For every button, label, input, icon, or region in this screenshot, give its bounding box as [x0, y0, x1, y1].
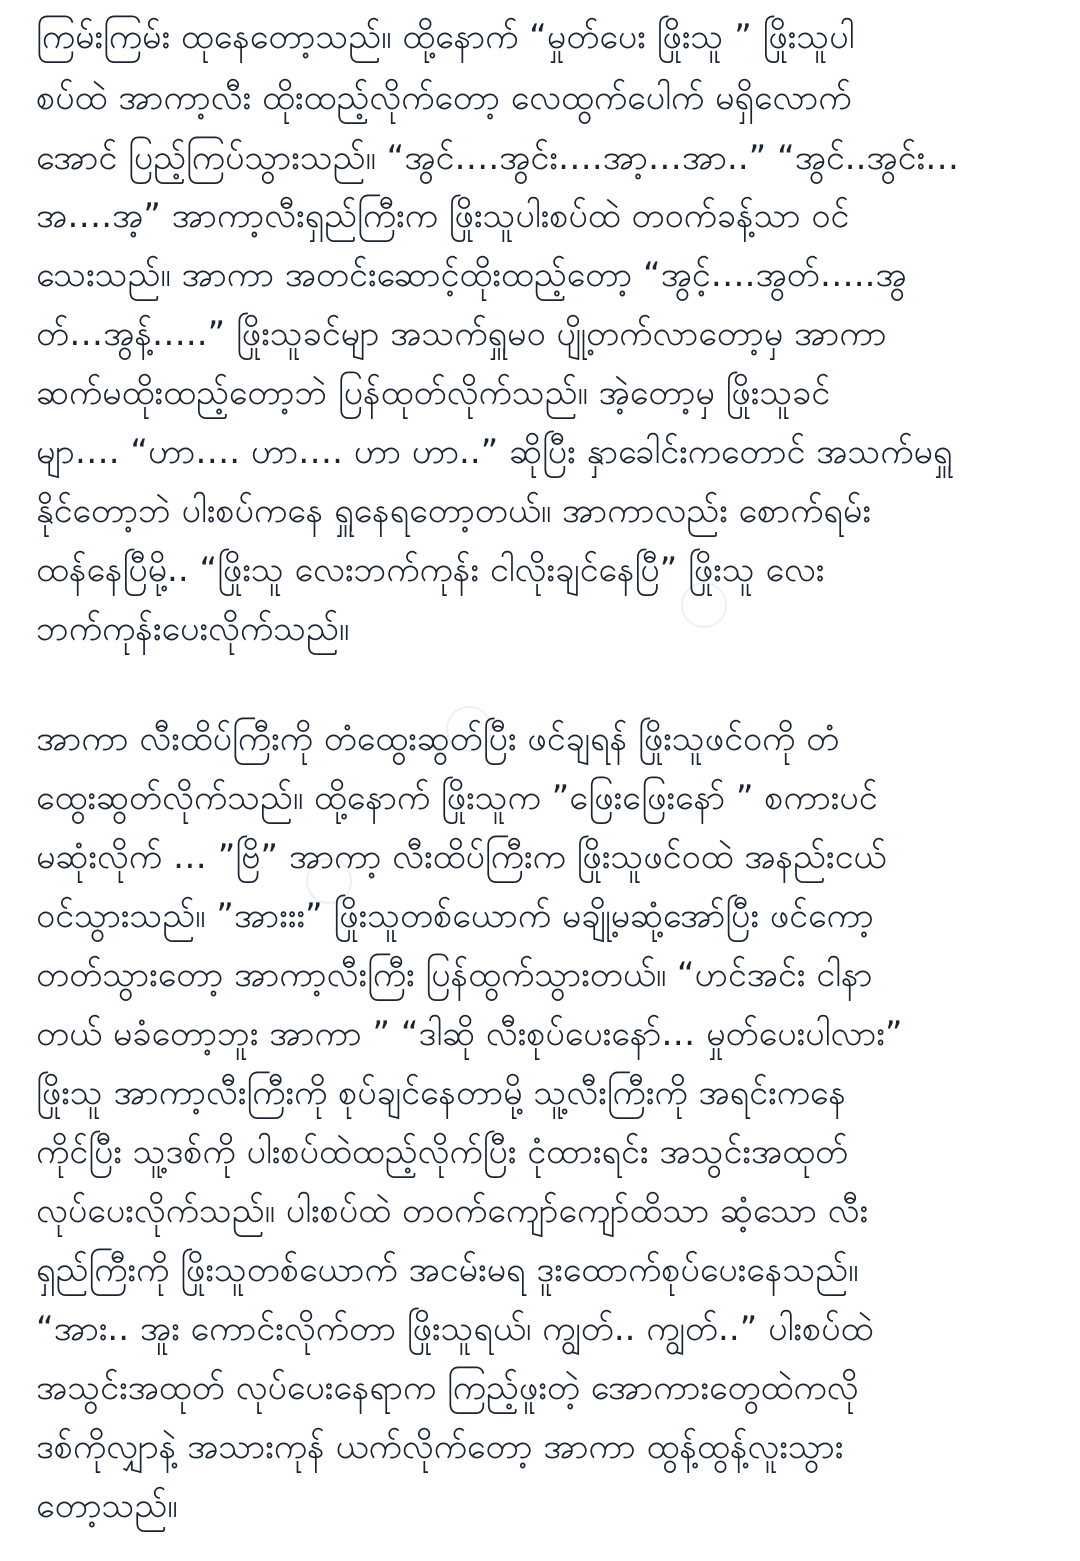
text-line: တော့သည်။ [36, 1486, 178, 1526]
text-line: အာကာ လီးထိပ်ကြီးကို တံထွေးဆွတ်ပြီး ဖင်ချရန် ဖြိုးသူဖင်ဝကို တံ [36, 719, 840, 759]
text-line: ဒစ်ကိုလျှာနဲ့ အသားကုန် ယက်လိုက်တော့ အာကာ ထွန့်ထွန့်လူးသွား [36, 1427, 844, 1467]
text-line: ထွေးဆွတ်လိုက်သည်။ ထို့နောက် ဖြိုးသူက ”ဖြေးဖြေးနော် ” စကားပင် [36, 778, 878, 818]
text-line: တတ်သွားတော့ အာကာ့လီးကြီး ပြန်ထွက်သွားတယ်။ “ဟင်အင်း ငါနာ [36, 955, 873, 995]
text-line: လုပ်ပေးလိုက်သည်။ ပါးစပ်ထဲ တဝက်ကျော်ကျော်ထိသာ ဆံ့သော လီး [36, 1191, 869, 1231]
text-line: တ်…အွန့်…..” ဖြိုးသူခင်မျာ အသက်ရှူမဝ ပျို့တက်လာတော့မှ အာကာ [36, 314, 887, 354]
text-line: အောင် ပြည့်ကြပ်သွားသည်။ “အွင်….အွင်း….အာ့…အာ..” “အွင်..အွင်း… [36, 138, 960, 178]
touch-indicator [681, 582, 727, 628]
text-line: အသွင်းအထုတ် လုပ်ပေးနေရာက ကြည့်ဖူးတဲ့ အောကားတွေထဲကလို [36, 1368, 859, 1408]
text-line: နိုင်တော့ဘဲ ပါးစပ်ကနေ ရှူနေရတော့တယ်။ အာကာလည်း စောက်ရမ်း [36, 491, 871, 531]
text-line: မဆုံးလိုက် … ”ဗြိ” အာကာ့ လီးထိပ်ကြီးက ဖြိုးသူဖင်ဝထဲ အနည်းငယ် [36, 837, 887, 877]
text-line: ဘက်ကုန်းပေးလိုက်သည်။ [36, 609, 350, 649]
text-line: “အား.. အူး ကောင်းလိုက်တာ ဖြိုးသူရယ်၊ ကျွတ်.. ကျွတ်..” ပါးစပ်ထဲ [36, 1309, 874, 1349]
text-line: သေးသည်။ အာကာ အတင်းဆောင့်ထိုးထည့်တော့ “အွင့်….အွတ်…..အွ [36, 255, 907, 295]
text-line: ကိုင်ပြီး သူ့ဒစ်ကို ပါးစပ်ထဲထည့်လိုက်ပြီး ငုံထားရင်း အသွင်းအထုတ် [36, 1132, 849, 1172]
text-line: ရှည်ကြီးကို ဖြိုးသူတစ်ယောက် အငမ်းမရ ဒူးထောက်စုပ်ပေးနေသည်။ [36, 1250, 859, 1290]
text-line: ထန်နေပြီမို့.. “ဖြိုးသူ လေးဘက်ကုန်း ငါလိုးချင်နေပြီ” ဖြိုးသူ လေး [36, 550, 825, 590]
touch-indicator [446, 706, 492, 752]
text-line: မျာ…. “ဟာ…. ဟာ…. ဟာ ဟာ..” ဆိုပြီး နှာခေါင်းကတောင် အသက်မရှူ [36, 432, 953, 472]
text-line: ဖြိုးသူ အာကာ့လီးကြီးကို စုပ်ချင်နေတာမို့ သူ့လီးကြီးကို အရင်းကနေ [36, 1073, 846, 1113]
text-line: အ….အ့” အာကာ့လီးရှည်ကြီးက ဖြိုးသူပါးစပ်ထဲ တဝက်ခန့်သာ ဝင် [36, 196, 850, 236]
text-line: ဝင်သွားသည်။ ”အားးး” ဖြိုးသူတစ်ယောက် မချို့မဆုံ့အော်ပြီး ဖင်ကော့ [36, 896, 874, 936]
text-line: တယ် မခံတော့ဘူး အာကာ ” “ဒါဆို လီးစုပ်ပေးနော်… မှုတ်ပေးပါလား” [36, 1014, 903, 1054]
text-line: ဆက်မထိုးထည့်တော့ဘဲ ပြန်ထုတ်လိုက်သည်။ အဲ့တော့မှ ဖြိုးသူခင် [36, 373, 831, 413]
text-line: ကြမ်းကြမ်း ထုနေတော့သည်။ ထို့နောက် “မှုတ်ပေး ဖြိုးသူ ” ဖြိုးသူပါ [36, 17, 855, 57]
touch-indicator [306, 858, 352, 904]
text-line: စပ်ထဲ အာကာ့လီး ထိုးထည့်လိုက်တော့ လေထွက်ပေါက် မရှိလောက် [36, 78, 852, 118]
